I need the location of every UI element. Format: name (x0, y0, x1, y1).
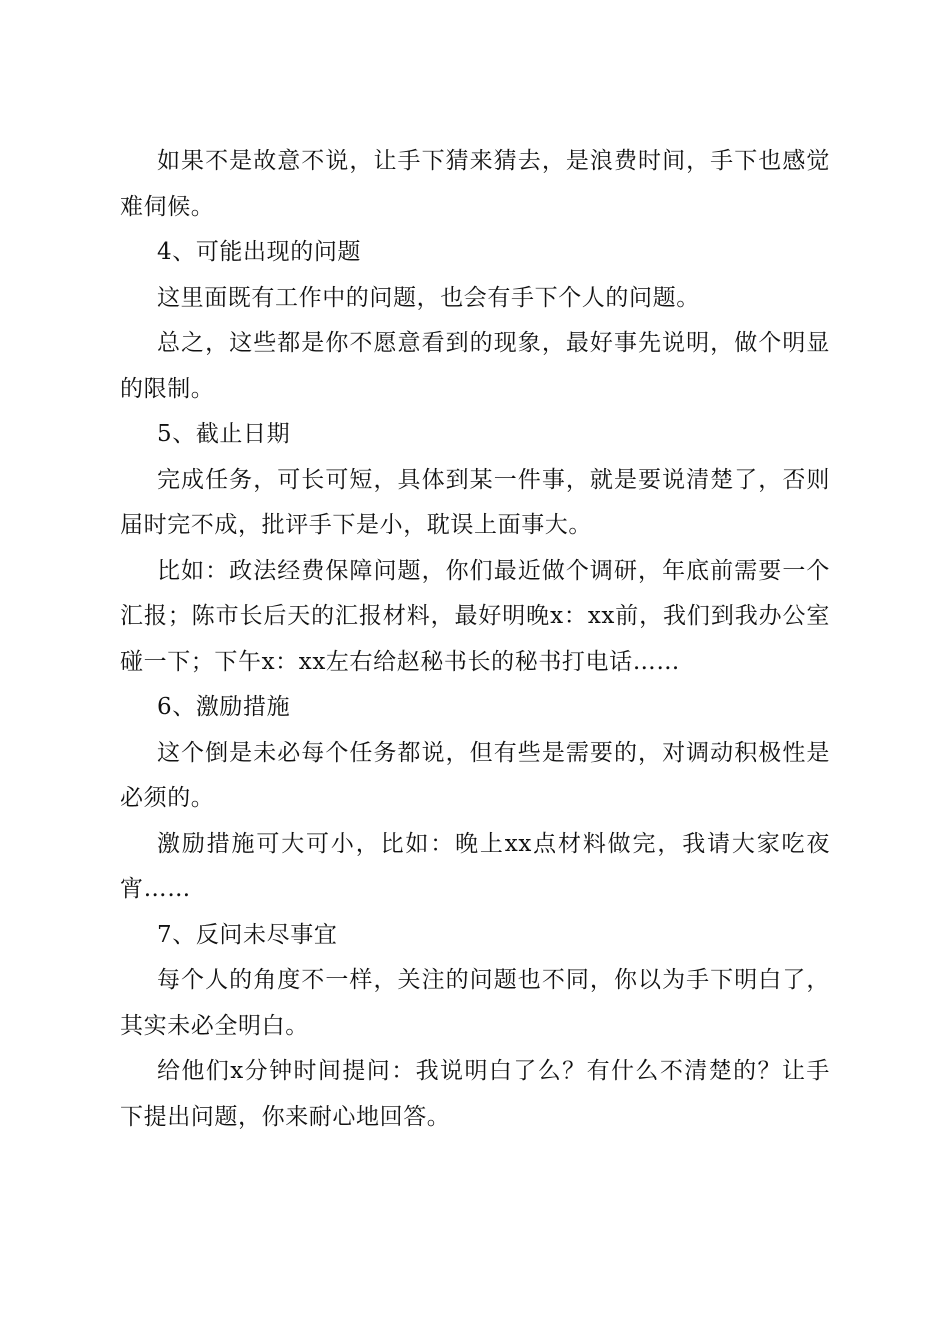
paragraph: 总之，这些都是你不愿意看到的现象，最好事先说明，做个明显的限制。 (120, 330, 830, 402)
paragraph: 这个倒是未必每个任务都说，但有些是需要的，对调动积极性是必须的。 (120, 739, 830, 811)
section-heading: 4、可能出现的问题 (157, 239, 362, 265)
paragraph: 如果不是故意不说，让手下猜来猜去，是浪费时间，手下也感觉难伺候。 (120, 148, 830, 220)
document-body (120, 139, 830, 1140)
paragraph: 每个人的角度不一样，关注的问题也不同，你以为手下明白了，其实未必全明白。 (120, 967, 830, 1039)
paragraph: 激励措施可大可小，比如：晚上xx点材料做完，我请大家吃夜宵…… (120, 830, 830, 902)
section-heading: 7、反问未尽事宜 (157, 921, 338, 948)
paragraph: 比如：政法经费保障问题，你们最近做个调研，年底前需要一个汇报；陈市长后天的汇报材料，最好明晚x：xx前，我们到我办公室碰一下；下午x：xx左右给赵秘书长的秘书打电话…… (120, 557, 830, 675)
section-heading: 6、激励措施 (157, 694, 291, 720)
paragraph: 这里面既有工作中的问题，也会有手下个人的问题。 (157, 284, 700, 311)
section-heading: 5、截止日期 (157, 421, 291, 447)
paragraph: 完成任务，可长可短，具体到某一件事，就是要说清楚了，否则届时完不成，批评手下是小，耽误上面事大。 (120, 466, 830, 538)
paragraph: 给他们x分钟时间提问：我说明白了么？有什么不清楚的？让手下提出问题，你来耐心地回答。 (120, 1058, 830, 1130)
